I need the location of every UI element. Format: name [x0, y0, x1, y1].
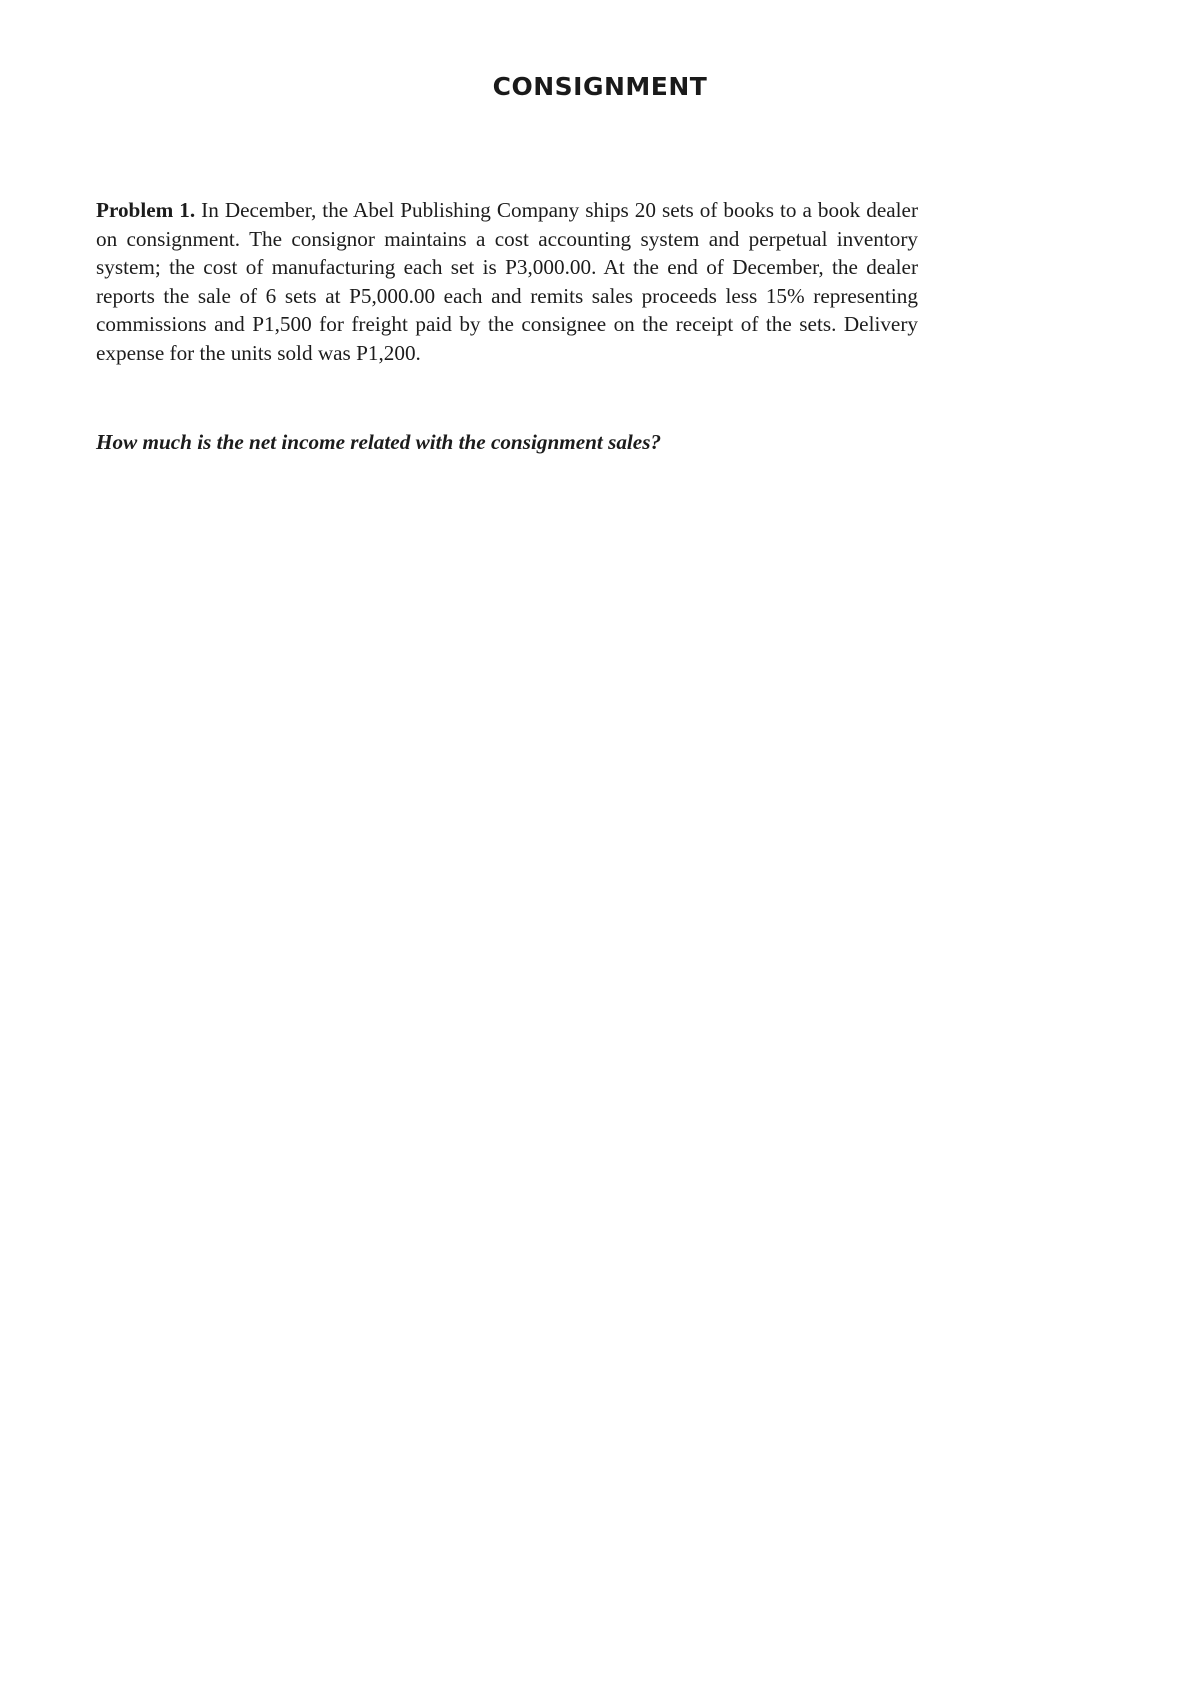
problem-text: In December, the Abel Publishing Company ships 20 sets of books to a book dealer on consignment. The consignor maintains a cost accounting system and perpetual inventory system; the cost of manufacturing each set is P3,000.00. At the end of December, the dealer reports the sale of 6 sets at P5,000.00 each and remits sales proceeds less 15% representing commissions and P1,500 for freight paid by the consignee on the receipt of the sets. Delivery expense for the units sold was P1,200. — [96, 198, 919, 365]
question-text: How much is the net income related with the consignment sales? — [96, 430, 662, 454]
problem-label: Problem 1. — [96, 198, 196, 222]
document-title: CONSIGNMENT — [492, 72, 708, 101]
problem-paragraph — [96, 196, 918, 368]
